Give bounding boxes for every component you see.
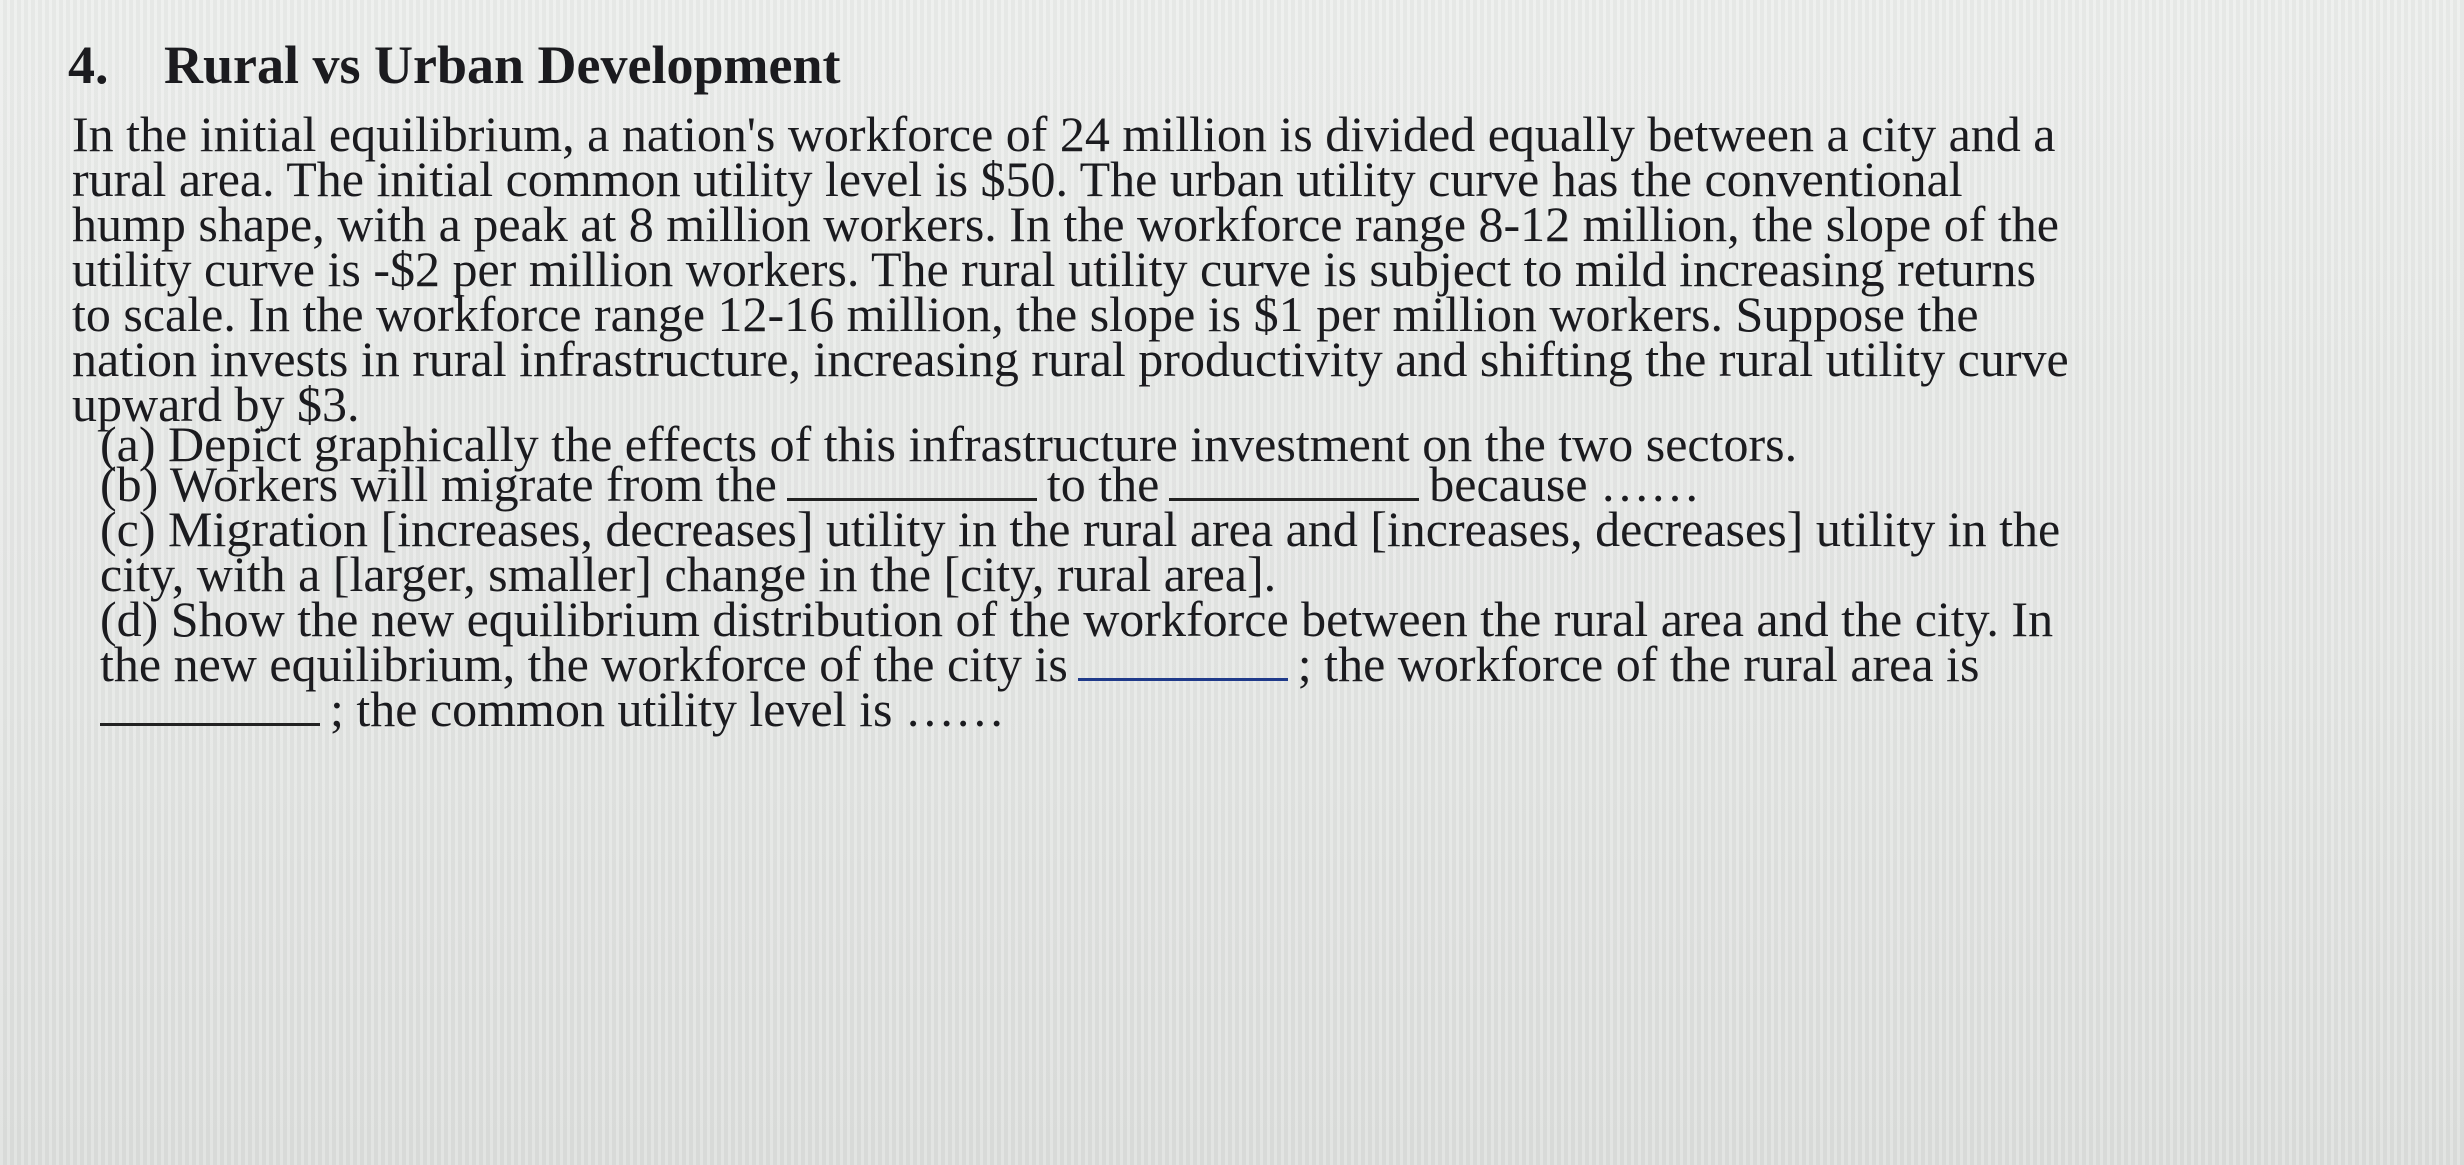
- question-heading: [68, 34, 840, 96]
- paragraph-line: upward by $3.: [72, 376, 360, 432]
- part-c-line1: (c) Migration [increases, decreases] utility in the rural area and [increases, decreases] utility in the: [100, 501, 2061, 557]
- question-title: Rural vs Urban Development: [164, 35, 841, 95]
- paragraph-line: utility curve is -$2 per million workers. The rural utility curve is subject to mild increasing returns: [72, 241, 2036, 297]
- part-d-text: ; the workforce of the rural area is: [1297, 636, 1980, 692]
- paragraph-line: hump shape, with a peak at 8 million workers. In the workforce range 8-12 million, the slope of the: [72, 196, 2059, 252]
- paragraph-line: rural area. The initial common utility level is $50. The urban utility curve has the conventional: [72, 151, 1963, 207]
- part-d-line3: [100, 679, 1005, 739]
- part-b-text: because ……: [1429, 456, 1701, 512]
- answer-blank-from[interactable]: [787, 458, 1037, 501]
- part-a: (a) Depict graphically the effects of this infrastructure investment on the two sectors.: [100, 416, 1798, 472]
- paragraph-line: to scale. In the workforce range 12-16 million, the slope is $1 per million workers. Suppose the: [72, 286, 1979, 342]
- part-d-line1: (d) Show the new equilibrium distribution of the workforce between the rural area and the city. In: [100, 591, 2054, 647]
- answer-blank-to[interactable]: [1169, 458, 1419, 501]
- part-b-text: (b) Workers will migrate from the: [100, 456, 777, 512]
- answer-blank-rural-workforce[interactable]: [100, 683, 320, 726]
- part-d-text: the new equilibrium, the workforce of the city is: [100, 636, 1068, 692]
- question-number: 4.: [68, 35, 109, 95]
- paragraph-line: In the initial equilibrium, a nation's workforce of 24 million is divided equally between a city and a: [72, 106, 2056, 162]
- part-c-line2: city, with a [larger, smaller] change in the [city, rural area].: [100, 546, 1277, 602]
- part-b-text: to the: [1046, 456, 1160, 512]
- answer-blank-city-workforce[interactable]: [1078, 638, 1288, 681]
- part-d-text: ; the common utility level is ……: [330, 681, 1005, 737]
- paragraph-line: nation invests in rural infrastructure, increasing rural productivity and shifting the rural utility curve: [72, 331, 2069, 387]
